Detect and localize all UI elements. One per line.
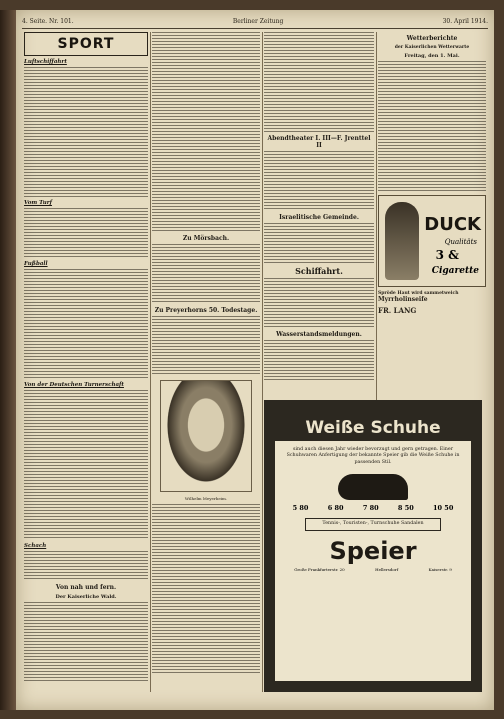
header-right: 30. April 1914. <box>442 17 488 25</box>
article-text <box>24 208 148 258</box>
lang-ad: FR. LANG <box>378 306 417 315</box>
duck-quality: Qualitäts <box>444 238 477 246</box>
section-heading: Fußball <box>24 261 48 267</box>
article-text <box>24 390 148 540</box>
price-row <box>275 502 471 514</box>
header-left: 4. Seite. Nr. 101. <box>22 17 74 25</box>
column-rule <box>262 32 263 692</box>
section-heading: Schach <box>24 543 47 549</box>
notices-column <box>264 32 374 402</box>
ad-text: sind auch diesen Jahr wieder bevorzugt und gern getragen. Einer Schuhwaren Anfertigung der bekannte Speier gib die Weiße Schuhe in passenden Stil. <box>286 447 460 465</box>
weather-date: Freitag, den 1. Mai. <box>404 53 460 59</box>
ad-label: Tennis-, Touristen-, Turnschuhe Sandalen <box>305 518 441 530</box>
theater-heading: Abendtheater I. III—F. Jrenttel II <box>267 135 371 149</box>
weather-column <box>378 32 486 402</box>
price: 6 80 <box>327 504 344 513</box>
address: Große Frankfurterstr. 20 <box>294 566 345 572</box>
shoes-advertisement <box>264 400 482 692</box>
shoe-icon <box>338 474 408 500</box>
page-header <box>22 14 488 29</box>
feuilleton-title: Von nah und fern. <box>55 584 117 591</box>
duck-price: 3 & <box>435 248 459 262</box>
article-text <box>24 269 148 379</box>
column-rule <box>376 32 377 402</box>
article-text <box>264 32 374 132</box>
weather-sub: der Kaiserlichen Wetterwarte <box>394 45 470 50</box>
article-text <box>152 504 260 674</box>
ad-brand: Speier <box>329 536 417 565</box>
address: Hellersdorf <box>375 566 399 572</box>
table-text <box>264 340 374 380</box>
article-heading: Zu Preyerhorns 50. Todestage. <box>154 307 258 314</box>
soap-brand: Myrrholinseife <box>378 296 428 303</box>
article-text <box>152 316 260 376</box>
price: 8 50 <box>397 504 414 513</box>
section-heading: Vom Turf <box>24 200 53 206</box>
price: 10 50 <box>433 504 454 513</box>
woman-figure-icon <box>385 202 419 280</box>
portrait-image <box>160 380 252 492</box>
duck-cigarette-ad <box>378 195 486 287</box>
ad-addresses <box>275 565 471 574</box>
section-heading: Von der Deutschen Turnerschaft <box>24 382 124 388</box>
article-text <box>152 32 260 232</box>
sport-column <box>24 32 148 692</box>
shipping-heading: Schiffahrt. <box>295 266 343 276</box>
feuilleton-subtitle: Der Kaiserliche Wald. <box>55 594 117 600</box>
book-binding <box>0 10 16 710</box>
article-text <box>264 278 374 328</box>
article-text <box>152 244 260 304</box>
header-center: Berliner Zeitung <box>232 17 284 25</box>
news-column <box>152 32 260 692</box>
weather-table <box>378 61 486 191</box>
community-heading: Israelitische Gemeinde. <box>279 214 359 221</box>
section-heading: Luftschiffahrt <box>24 59 67 65</box>
soap-ad-line: Spröde Haut wird sammetweich <box>378 291 459 296</box>
ad-title: Weiße Schuhe <box>275 415 471 441</box>
water-heading: Wasserstandsmeldungen. <box>276 331 362 338</box>
article-text <box>24 67 148 197</box>
price: 5 80 <box>292 504 309 513</box>
article-text <box>24 602 148 682</box>
article-heading: Zu Mörsbach. <box>182 235 230 242</box>
duck-brand: DUCK <box>424 214 481 235</box>
article-text <box>264 223 374 263</box>
address: Kaiserstr. 9 <box>428 566 452 572</box>
sport-banner: SPORT <box>24 32 148 56</box>
duck-cigarette: Cigarette <box>431 266 479 276</box>
article-text <box>24 551 148 581</box>
article-text <box>264 151 374 211</box>
column-rule <box>150 32 151 692</box>
portrait-caption: Wilhelm Meyerheim. <box>184 496 228 501</box>
weather-heading: Wetterberichte <box>406 35 458 42</box>
price: 7 80 <box>362 504 379 513</box>
